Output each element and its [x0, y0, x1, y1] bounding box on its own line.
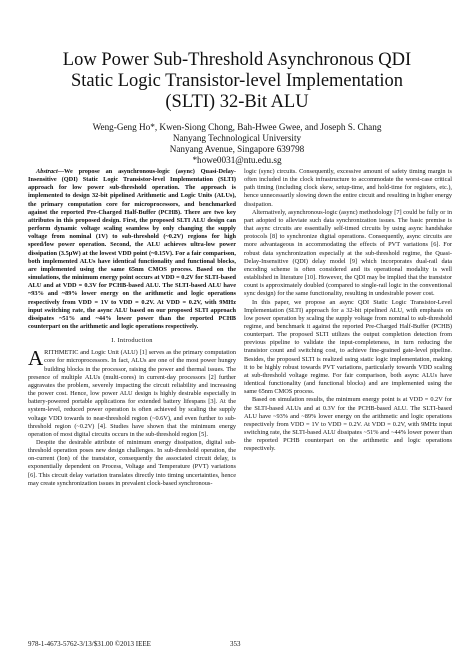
abstract-text: —We propose an asynchronous-logic (async) Quasi-Delay-Insensitive (QDI) Static Logic Transistor-level Implementation (SLTI) approach for low power sub-threshold operation. The approach is implemented to design 32-bit pipelined Arithmetic and Logic Units (ALUs), the primary computation core for microprocessors, and benchmarked against the reported Pre-Charged Half-Buffer (PCHB). There are two key attributes in this proposed design. First, the proposed SLTI ALU design can perform dynamic voltage scaling seamless by only changing the supply voltage from nominal (1V) to sub-threshold (~0.2V) regions for high speed/low power operation. Second, the ALU achieves ultra-low power dissipation (3.5μW) at the lowest VDD point (~0.15V). For a fair comparison, both implemented ALUs have identical functionality and functional blocks, are implemented using the same 65nm CMOS process. Based on the simulations, the minimum energy point occurs at VDD = 0.2V for SLTI-based ALU and at VDD = 0.3V for PCHB-based ALU. The SLTI-based ALU have ~93% and ~89% lower energy on the arithmetic and logic operations respectively from VDD = 1V to VDD = 0.2V. At VDD = 0.2V, with 9MHz input switching rate, the async ALU based on our proposed SLTI approach dissipates ~51% and ~44% lower power than the reported PCHB counterpart on the arithmetic and logic operations respectively. — [28, 168, 236, 330]
author-block — [20, 122, 454, 166]
author-names: Weng-Geng Ho*, Kwen-Siong Chong, Bah-Hwee Gwee, and Joseph S. Chang — [92, 122, 382, 132]
intro-paragraph-1 — [28, 346, 236, 439]
author-address: Nanyang Avenue, Singapore 639798 — [169, 144, 305, 154]
abstract — [28, 168, 236, 331]
author-affiliation: Nanyang Technological University — [172, 133, 302, 143]
right-paragraph-1: logic (sync) circuits. Consequently, excessive amount of safety timing margin is often included in the clock infrastructure to accommodate the worst-case critical path timing (including clock skew, setup-time, and hold-time for registers, etc.), hence unnecessarily slowing down the entire circuit and resulting in higher energy dissipation. — [244, 168, 452, 208]
right-paragraph-3: In this paper, we propose an async QDI Static Logic Transistor-Level Implementation (SLTI) approach for a 32-bit pipelined ALU, with emphasis on low power operation by scaling the supply voltage from nominal to sub-threshold regime, and benchmark it against the reported Pre-Charged Half-Buffer (PCHB) counterpart. The proposed SLTI utilizes the output completion detection from previous pipeline to validate the input-completeness, in turn reducing the transistor count and switching cost, to achieve fine-grained gate-level pipeline. Besides, the proposed SLTI is realized using static logic implementation, making it to be highly robust towards PVT variations, particularly towards VDD scaling at sub-threshold voltage regime. For fair comparison, both async ALUs have identical functionality (and functional blocks) and are implemented using the same 65nm CMOS process. — [244, 298, 452, 396]
title-line-2: Static Logic Transistor-level Implementation — [70, 71, 404, 91]
dropcap-letter: A — [28, 346, 44, 371]
title-line-3: (SLTI) 32-Bit ALU — [165, 92, 309, 112]
title-line-1: Low Power Sub-Threshold Asynchronous QDI — [62, 50, 412, 70]
intro-paragraph-2: Despite the desirable attribute of minimum energy dissipation, digital sub-threshold operation poses new design challenges. In sub-threshold operation, the on-current (Ion) of the transistor, consequently the associated circuit delay, is exponentially dependent on Process, Voltage and Temperature (PVT) variations [6]. This circuit delay variation translates directly into timing uncertainties, hence may create synchronization issues in prevalent clock-based synchronous- — [28, 439, 236, 487]
footer-isbn: 978-1-4673-5762-3/13/$31.00 ©2013 IEEE — [28, 640, 151, 648]
right-paragraph-2: Alternatively, asynchronous-logic (async) methodology [7] could be fully or in part adopted to alleviate such data synchronization issues. The basic premise is that async circuits are essentially self-timed circuits by using async handshake protocols [8] to synchronize digital operations. Consequently, async circuits are more advantageous in accommodating the effects of PVT variations [6]. For robust data synchronization especially at the sub-threshold regime, the Quasi-Delay-Insensitive (QDI) delay model [9] which incorporates dual-rail data encoding scheme is often considered and its operational modality is well established in literature [10]. However, the QDI may be implied that the transistor count is approximately doubled (compared to single-rail logic in the conventional sync design) for the same functionality, resulting in undesirable power cost. — [244, 208, 452, 298]
right-paragraph-4: Based on simulation results, the minimum energy point is at VDD = 0.2V for the SLTI-based ALUs and at 0.3V for the PCHB-based ALU. The SLTI-based ALU have ~93% and ~89% lower energy on the arithmetic and logic operations respectively from VDD = 1V to VDD = 0.2V. At VDD = 0.2V, with 9MHz input switching rate, the SLTI-based ALU dissipates ~51% and ~44% lower power than the reported PCHB counterpart on the arithmetic and logic operations respectively. — [244, 396, 452, 453]
right-column — [244, 168, 452, 453]
left-column — [28, 168, 236, 488]
page-number: 353 — [230, 640, 241, 648]
author-email: *howe0031@ntu.edu.sg — [192, 155, 282, 165]
intro-paragraph-1-text: RITHMETIC and Logic Unit (ALU) [1] serves as the primary computation core for microprocessors. In fact, ALUs are one of the most power hungry building blocks in the processor, raising the power and thermal issues. The presence of multiple ALUs (multi-cores) in current-day processors [2] further aggravates the problem, severely impacting the circuit reliability and increasing the power cost. Hence, low power ALU design is highly desirable especially in battery-powered portable applications for extended battery lifespans [3]. At the system-level, reduced power operation is often achieved by scaling the supply voltage VDD towards to near-threshold region (~0.6V), and even further to sub-threshold region (~0.2V) [4]. Studies have shown that the minimum energy operation of most digital circuits occurs in the sub-threshold region [5]. — [28, 349, 236, 438]
paper-title — [20, 50, 454, 113]
abstract-lead: Abstract — [36, 168, 58, 175]
section-heading-introduction: I. Introduction — [111, 337, 153, 345]
